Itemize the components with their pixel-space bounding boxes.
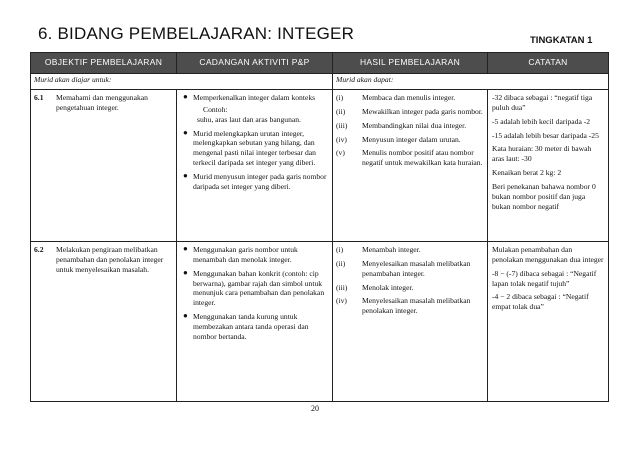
activity-list (177, 242, 332, 342)
note: -32 dibaca sebagai : “negatif tiga puluh dua” (492, 93, 593, 112)
list-item: (i) Membaca dan menulis integer. (336, 93, 456, 102)
list-item: ● Menggunakan bahan konkrit (contoh: cip berwarna), gambar rajah dan simbol untuk menunjuk cara penambahan dan penolakan integer. (183, 267, 325, 308)
table-row (31, 242, 609, 402)
subheader-able: Murid akan dapat: (333, 74, 609, 90)
list-item: ● Murid melengkapkan urutan integer, melengkapkan sebutan yang hilang, dan mengenal pasti nilai integer terbesar dan terkecil daripada set integer yang diberi. (183, 127, 316, 168)
list-item: ● Menggunakan garis nombor untuk menambah dan menolak integer. (183, 244, 298, 264)
page-number: 20 (311, 404, 319, 413)
objective-number: 6.2 (34, 245, 44, 254)
note: -4 − 2 dibaca sebagai : “Negatif empat tolak dua” (492, 292, 589, 312)
list-item: (ii) Menyelesaikan masalah melibatkan penambahan integer. (336, 258, 471, 278)
bullet-icon: ● (183, 171, 188, 181)
list-item: ● Menggunakan tanda kurung untuk membezakan antara tanda operasi dan nombor bertanda. (183, 311, 309, 341)
note: Kenaikan berat 2 kg: 2 (492, 168, 562, 178)
objective-text: Melakukan pengiraan melibatkan penambahan dan penolakan integer untuk menyelesaikan masalah. (56, 245, 164, 274)
list-item: (iv) Menyusun integer dalam urutan. (336, 134, 461, 144)
note: Beri penekanan bahawa nombor 0 bukan nombor positif dan juga bukan nombor negatif (492, 182, 596, 211)
objective-number: 6.1 (34, 93, 44, 102)
table-row (31, 90, 609, 242)
notes-cell (488, 90, 608, 212)
note: Kata huraian: 30 meter di bawah aras laut: -30 (492, 144, 592, 164)
list-item: (iii) Membandingkan nilai dua integer. (336, 120, 467, 130)
list-item: ● Memperkenalkan integer dalam konteks Contoh: suhu, aras laut dan aras bangunan. (183, 93, 328, 125)
list-item: (i) Menambah integer. (336, 245, 421, 254)
outcome-list (333, 242, 487, 316)
objective-text: Memahami dan menggunakan pengetahuan integer. (56, 93, 148, 112)
example-label: Contoh: (203, 104, 228, 114)
notes-cell (488, 242, 608, 312)
list-item: ● Murid menyusun integer pada garis nombor daripada set integer yang diberi. (183, 171, 327, 191)
list-item: (ii) Mewakilkan integer pada garis nombor. (336, 106, 483, 116)
header-objective: OBJEKTIF PEMBELAJARAN (31, 53, 177, 74)
page-title: 6. BIDANG PEMBELAJARAN: INTEGER (38, 24, 355, 43)
activity-list (177, 90, 332, 192)
header-notes: CATATAN (488, 53, 609, 74)
bullet-icon: ● (183, 244, 188, 253)
syllabus-table (30, 52, 609, 402)
list-item: (v) Menulis nombor positif atau nombor negatif untuk mewakilkan kata huraian. (336, 148, 483, 168)
outcome-list (333, 90, 487, 168)
header-activities: CADANGAN AKTIVITI P&P (177, 53, 333, 74)
header-outcomes: HASIL PEMBELAJARAN (333, 53, 488, 74)
list-item: (iii) Menolak integer. (336, 282, 414, 292)
example-text: suhu, aras laut dan aras bangunan. (197, 114, 301, 124)
bullet-icon: ● (183, 311, 188, 321)
bullet-icon: ● (183, 92, 188, 101)
note: -15 adalah lebih besar daripada -25 (492, 130, 599, 140)
bullet-icon: ● (183, 267, 188, 277)
list-item: (iv) Menyelesaikan masalah melibatkan penolakan integer. (336, 296, 471, 316)
subheader-taught: Murid akan diajar untuk: (31, 74, 333, 90)
form-level-label: TINGKATAN 1 (530, 35, 593, 46)
note: -8 − (-7) dibaca sebagai : “Negatif lapan tolak negatif tujuh” (492, 268, 597, 288)
note: -5 adalah lebih kecil daripada -2 (492, 116, 591, 126)
bullet-icon: ● (183, 127, 188, 137)
note: Mulakan penambahan dan penolakan menggunakan dua integer (492, 245, 604, 264)
